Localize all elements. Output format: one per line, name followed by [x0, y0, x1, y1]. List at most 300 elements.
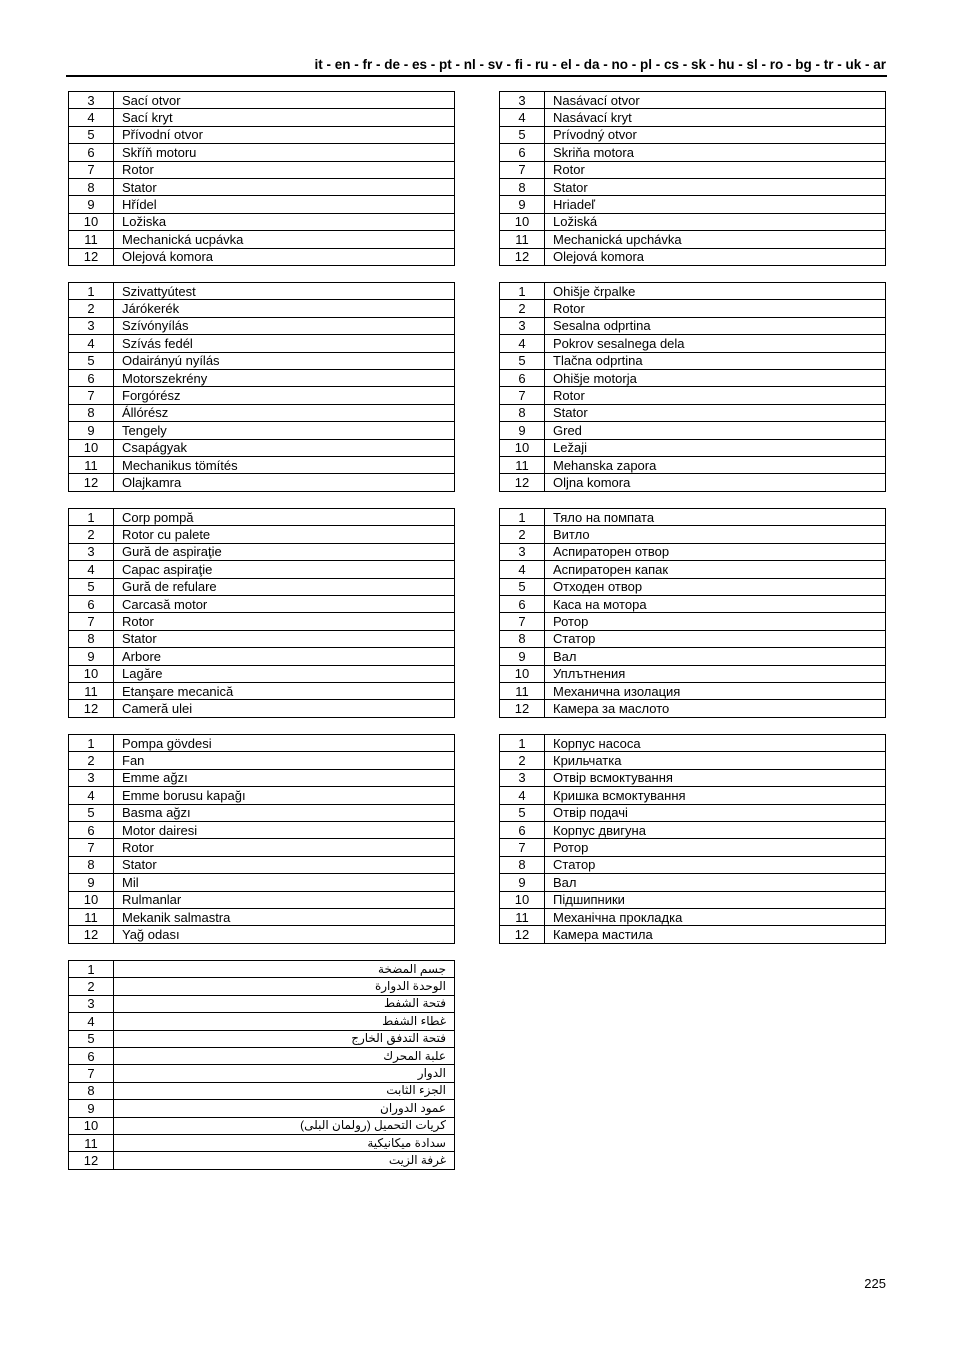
table-row: [500, 526, 886, 543]
part-name: Механічна прокладка: [545, 908, 886, 925]
part-number: 3: [69, 543, 114, 560]
part-number: 12: [69, 474, 114, 491]
table-row: [500, 92, 886, 109]
part-number: 10: [500, 665, 545, 682]
part-name: Ротор: [545, 839, 886, 856]
parts-table-bg: [499, 508, 886, 718]
part-name: Nasávací kryt: [545, 109, 886, 126]
part-name: Mechanikus tömítés: [114, 456, 455, 473]
table-row: [69, 1013, 455, 1030]
part-name: Lagăre: [114, 665, 455, 682]
part-name: علبة المحرك: [114, 1047, 455, 1064]
page-number: 225: [864, 1276, 886, 1291]
part-number: 3: [500, 92, 545, 109]
part-number: 1: [69, 961, 114, 978]
part-name: Capac aspiraţie: [114, 561, 455, 578]
part-name: Механична изолация: [545, 682, 886, 699]
table-row: [500, 578, 886, 595]
part-number: 7: [69, 387, 114, 404]
part-number: 4: [69, 787, 114, 804]
part-name: Motorszekrény: [114, 369, 455, 386]
table-row: [69, 543, 455, 560]
part-number: 9: [500, 196, 545, 213]
table-row: [69, 700, 455, 717]
table-row: [69, 144, 455, 161]
table-row: [500, 335, 886, 352]
part-name: Ohišje motorja: [545, 369, 886, 386]
table-row: [69, 369, 455, 386]
part-number: 6: [500, 595, 545, 612]
part-name: Oljna komora: [545, 474, 886, 491]
part-name: Fan: [114, 752, 455, 769]
table-row: [69, 1065, 455, 1082]
part-name: Корпус насоса: [545, 735, 886, 752]
part-name: Prívodný otvor: [545, 126, 886, 143]
part-name: Sesalna odprtina: [545, 317, 886, 334]
part-number: 9: [69, 1100, 114, 1117]
part-number: 5: [500, 352, 545, 369]
part-name: Rotor: [114, 161, 455, 178]
part-name: Olejová komora: [114, 248, 455, 265]
part-number: 2: [500, 526, 545, 543]
table-row: [500, 109, 886, 126]
part-name: Pokrov sesalnega dela: [545, 335, 886, 352]
table-row: [69, 474, 455, 491]
part-name: Arbore: [114, 648, 455, 665]
part-name: Olejová komora: [545, 248, 886, 265]
part-name: Підшипники: [545, 891, 886, 908]
parts-table-cs: [68, 91, 455, 266]
part-number: 7: [69, 1065, 114, 1082]
part-number: 1: [500, 283, 545, 300]
table-row: [69, 682, 455, 699]
table-row: [69, 908, 455, 925]
part-number: 4: [69, 109, 114, 126]
part-number: 10: [500, 213, 545, 230]
table-row: [69, 839, 455, 856]
table-row: [69, 978, 455, 995]
part-number: 4: [500, 109, 545, 126]
part-number: 8: [69, 630, 114, 647]
part-name: Emme borusu kapağı: [114, 787, 455, 804]
part-name: Уплътнения: [545, 665, 886, 682]
part-number: 2: [69, 300, 114, 317]
part-number: 12: [500, 248, 545, 265]
table-row: [69, 561, 455, 578]
table-row: [69, 352, 455, 369]
part-number: 7: [500, 613, 545, 630]
part-number: 1: [69, 283, 114, 300]
part-number: 12: [69, 926, 114, 943]
part-number: 12: [500, 474, 545, 491]
part-number: 8: [69, 1082, 114, 1099]
part-name: Каса на мотора: [545, 595, 886, 612]
table-row: [500, 126, 886, 143]
part-name: Stator: [114, 856, 455, 873]
table-row: [500, 317, 886, 334]
language-codes-header: it - en - fr - de - es - pt - nl - sv - fi - ru - el - da - no - pl - cs - sk - hu - sl - ro - bg - tr - uk - ar: [314, 57, 886, 72]
header-rule: [66, 75, 887, 77]
part-number: 7: [69, 839, 114, 856]
table-row: [69, 1082, 455, 1099]
part-name: Корпус двигуна: [545, 821, 886, 838]
table-row: [69, 1134, 455, 1151]
part-name: Pompa gövdesi: [114, 735, 455, 752]
table-row: [500, 283, 886, 300]
part-number: 7: [69, 613, 114, 630]
part-number: 8: [69, 856, 114, 873]
part-number: 10: [69, 1117, 114, 1134]
part-number: 6: [500, 144, 545, 161]
part-name: Аспираторен капак: [545, 561, 886, 578]
part-name: Stator: [114, 178, 455, 195]
part-number: 2: [500, 752, 545, 769]
part-number: 9: [69, 648, 114, 665]
table-row: [500, 561, 886, 578]
table-row: [500, 352, 886, 369]
part-number: 10: [69, 665, 114, 682]
table-row: [69, 1100, 455, 1117]
part-number: 3: [69, 317, 114, 334]
table-row: [69, 283, 455, 300]
parts-table-uk: [499, 734, 886, 944]
part-name: Отвір подачі: [545, 804, 886, 821]
table-row: [69, 787, 455, 804]
part-name: Skriňa motora: [545, 144, 886, 161]
table-row: [69, 613, 455, 630]
part-name: الدوار: [114, 1065, 455, 1082]
part-number: 6: [69, 144, 114, 161]
table-row: [69, 752, 455, 769]
part-number: 5: [69, 804, 114, 821]
table-row: [500, 474, 886, 491]
part-number: 11: [69, 682, 114, 699]
table-row: [69, 595, 455, 612]
part-name: Hřídel: [114, 196, 455, 213]
part-name: Gură de refulare: [114, 578, 455, 595]
part-number: 12: [69, 248, 114, 265]
table-row: [69, 335, 455, 352]
table-row: [69, 1030, 455, 1047]
table-row: [69, 804, 455, 821]
part-number: 9: [500, 648, 545, 665]
part-number: 12: [500, 700, 545, 717]
table-row: [69, 509, 455, 526]
parts-table-sl: [499, 282, 886, 492]
part-number: 11: [69, 456, 114, 473]
table-row: [69, 769, 455, 786]
table-row: [69, 1152, 455, 1169]
part-number: 11: [500, 682, 545, 699]
table-row: [69, 578, 455, 595]
table-row: [69, 92, 455, 109]
part-number: 7: [500, 387, 545, 404]
part-name: Ležaji: [545, 439, 886, 456]
part-number: 6: [69, 821, 114, 838]
part-number: 8: [500, 630, 545, 647]
part-name: Gred: [545, 422, 886, 439]
table-row: [69, 735, 455, 752]
table-row: [69, 630, 455, 647]
part-name: Ložiska: [114, 213, 455, 230]
part-name: Кришка всмоктування: [545, 787, 886, 804]
part-number: 8: [69, 404, 114, 421]
table-row: [500, 839, 886, 856]
table-row: [500, 926, 886, 943]
part-number: 6: [500, 369, 545, 386]
part-name: Rotor: [114, 613, 455, 630]
part-name: جسم المضخة: [114, 961, 455, 978]
table-row: [500, 856, 886, 873]
table-row: [69, 422, 455, 439]
table-row: [69, 178, 455, 195]
part-name: Витло: [545, 526, 886, 543]
part-number: 6: [69, 1047, 114, 1064]
table-row: [500, 787, 886, 804]
part-number: 11: [69, 1134, 114, 1151]
part-name: Rotor: [545, 300, 886, 317]
table-row: [500, 404, 886, 421]
part-number: 11: [500, 231, 545, 248]
part-name: كريات التحميل (رولمان البلى): [114, 1117, 455, 1134]
part-number: 4: [69, 1013, 114, 1030]
table-row: [69, 126, 455, 143]
table-row: [500, 178, 886, 195]
part-name: Skříň motoru: [114, 144, 455, 161]
table-row: [500, 648, 886, 665]
part-name: Статор: [545, 630, 886, 647]
part-name: Mekanik salmastra: [114, 908, 455, 925]
table-row: [69, 821, 455, 838]
part-number: 4: [500, 787, 545, 804]
parts-table-ar: [68, 960, 455, 1170]
part-number: 4: [500, 335, 545, 352]
table-row: [500, 456, 886, 473]
part-number: 7: [500, 161, 545, 178]
parts-table-sk: [499, 91, 886, 266]
table-row: [69, 961, 455, 978]
part-name: Motor dairesi: [114, 821, 455, 838]
part-name: Камера за маслото: [545, 700, 886, 717]
table-row: [500, 300, 886, 317]
part-name: Mechanická upchávka: [545, 231, 886, 248]
table-row: [500, 891, 886, 908]
part-number: 3: [500, 317, 545, 334]
table-row: [69, 1117, 455, 1134]
part-name: Rotor: [545, 161, 886, 178]
part-name: Přívodní otvor: [114, 126, 455, 143]
part-name: Cameră ulei: [114, 700, 455, 717]
part-name: Nasávací otvor: [545, 92, 886, 109]
table-row: [500, 387, 886, 404]
part-name: Mechanická ucpávka: [114, 231, 455, 248]
part-number: 5: [69, 1030, 114, 1047]
part-name: الوحدة الدوارة: [114, 978, 455, 995]
part-name: Отходен отвор: [545, 578, 886, 595]
part-name: Etanşare mecanică: [114, 682, 455, 699]
part-name: Rotor: [114, 839, 455, 856]
table-row: [69, 856, 455, 873]
part-name: Sací kryt: [114, 109, 455, 126]
part-name: Odairányú nyílás: [114, 352, 455, 369]
table-row: [69, 439, 455, 456]
table-row: [500, 196, 886, 213]
part-name: Ohišje črpalke: [545, 283, 886, 300]
table-row: [500, 213, 886, 230]
table-row: [69, 891, 455, 908]
table-row: [69, 456, 455, 473]
part-number: 4: [69, 335, 114, 352]
table-row: [500, 248, 886, 265]
part-number: 7: [500, 839, 545, 856]
part-name: غرفة الزيت: [114, 1152, 455, 1169]
table-row: [69, 317, 455, 334]
table-row: [69, 161, 455, 178]
part-number: 1: [500, 735, 545, 752]
table-row: [500, 908, 886, 925]
table-row: [69, 926, 455, 943]
parts-table-tr: [68, 734, 455, 944]
part-name: فتحة التدفق الخارج: [114, 1030, 455, 1047]
part-number: 12: [69, 1152, 114, 1169]
part-number: 10: [69, 891, 114, 908]
part-number: 1: [69, 509, 114, 526]
table-row: [500, 665, 886, 682]
part-name: Csapágyak: [114, 439, 455, 456]
table-row: [69, 213, 455, 230]
part-name: Gură de aspiraţie: [114, 543, 455, 560]
table-row: [500, 161, 886, 178]
part-name: Szívás fedél: [114, 335, 455, 352]
part-number: 3: [69, 995, 114, 1012]
part-number: 10: [500, 439, 545, 456]
part-number: 11: [500, 908, 545, 925]
part-number: 3: [500, 769, 545, 786]
table-row: [69, 248, 455, 265]
part-name: Ротор: [545, 613, 886, 630]
table-row: [69, 648, 455, 665]
part-name: Вал: [545, 648, 886, 665]
part-number: 3: [500, 543, 545, 560]
part-name: Hriadeľ: [545, 196, 886, 213]
part-number: 11: [69, 231, 114, 248]
table-row: [500, 422, 886, 439]
part-number: 8: [500, 856, 545, 873]
table-row: [69, 387, 455, 404]
table-row: [69, 665, 455, 682]
part-name: Крильчатка: [545, 752, 886, 769]
part-number: 5: [500, 126, 545, 143]
table-row: [69, 196, 455, 213]
table-row: [69, 231, 455, 248]
table-row: [500, 630, 886, 647]
part-number: 10: [500, 891, 545, 908]
part-name: Yağ odası: [114, 926, 455, 943]
table-row: [500, 682, 886, 699]
part-name: Basma ağzı: [114, 804, 455, 821]
part-name: Sací otvor: [114, 92, 455, 109]
part-name: Forgórész: [114, 387, 455, 404]
part-number: 8: [500, 178, 545, 195]
part-name: سدادة ميكانيكية: [114, 1134, 455, 1151]
table-row: [69, 995, 455, 1012]
table-row: [500, 439, 886, 456]
table-row: [500, 735, 886, 752]
part-number: 3: [69, 92, 114, 109]
table-row: [500, 509, 886, 526]
part-number: 9: [500, 874, 545, 891]
part-name: Тяло на помпата: [545, 509, 886, 526]
part-name: Stator: [545, 178, 886, 195]
part-number: 9: [500, 422, 545, 439]
table-row: [500, 613, 886, 630]
part-number: 9: [69, 874, 114, 891]
part-name: Corp pompă: [114, 509, 455, 526]
table-row: [69, 109, 455, 126]
parts-table-hu: [68, 282, 455, 492]
part-number: 6: [69, 369, 114, 386]
table-row: [500, 752, 886, 769]
part-number: 5: [500, 804, 545, 821]
part-number: 10: [69, 213, 114, 230]
table-row: [69, 526, 455, 543]
part-name: Статор: [545, 856, 886, 873]
part-name: Ložiská: [545, 213, 886, 230]
part-number: 8: [69, 178, 114, 195]
part-number: 1: [500, 509, 545, 526]
part-name: Szivattyútest: [114, 283, 455, 300]
table-row: [500, 874, 886, 891]
part-name: Вал: [545, 874, 886, 891]
table-row: [69, 300, 455, 317]
table-row: [500, 144, 886, 161]
part-number: 2: [69, 526, 114, 543]
part-number: 4: [500, 561, 545, 578]
part-name: Rotor cu palete: [114, 526, 455, 543]
part-name: Emme ağzı: [114, 769, 455, 786]
part-name: Rulmanlar: [114, 891, 455, 908]
part-name: Аспираторен отвор: [545, 543, 886, 560]
parts-table-ro: [68, 508, 455, 718]
part-name: Tlačna odprtina: [545, 352, 886, 369]
table-row: [500, 700, 886, 717]
part-number: 11: [500, 456, 545, 473]
table-row: [69, 404, 455, 421]
part-number: 2: [500, 300, 545, 317]
table-row: [500, 804, 886, 821]
part-name: Járókerék: [114, 300, 455, 317]
part-name: Stator: [114, 630, 455, 647]
part-name: Olajkamra: [114, 474, 455, 491]
part-name: غطاء الشفط: [114, 1013, 455, 1030]
part-name: Камера мастила: [545, 926, 886, 943]
part-number: 4: [69, 561, 114, 578]
table-row: [69, 874, 455, 891]
part-number: 12: [500, 926, 545, 943]
part-number: 5: [500, 578, 545, 595]
part-number: 12: [69, 700, 114, 717]
part-name: Отвір всмоктування: [545, 769, 886, 786]
part-number: 3: [69, 769, 114, 786]
part-number: 8: [500, 404, 545, 421]
table-row: [500, 369, 886, 386]
table-row: [69, 1047, 455, 1064]
part-name: Carcasă motor: [114, 595, 455, 612]
part-name: Rotor: [545, 387, 886, 404]
table-row: [500, 595, 886, 612]
part-name: Állórész: [114, 404, 455, 421]
table-row: [500, 231, 886, 248]
